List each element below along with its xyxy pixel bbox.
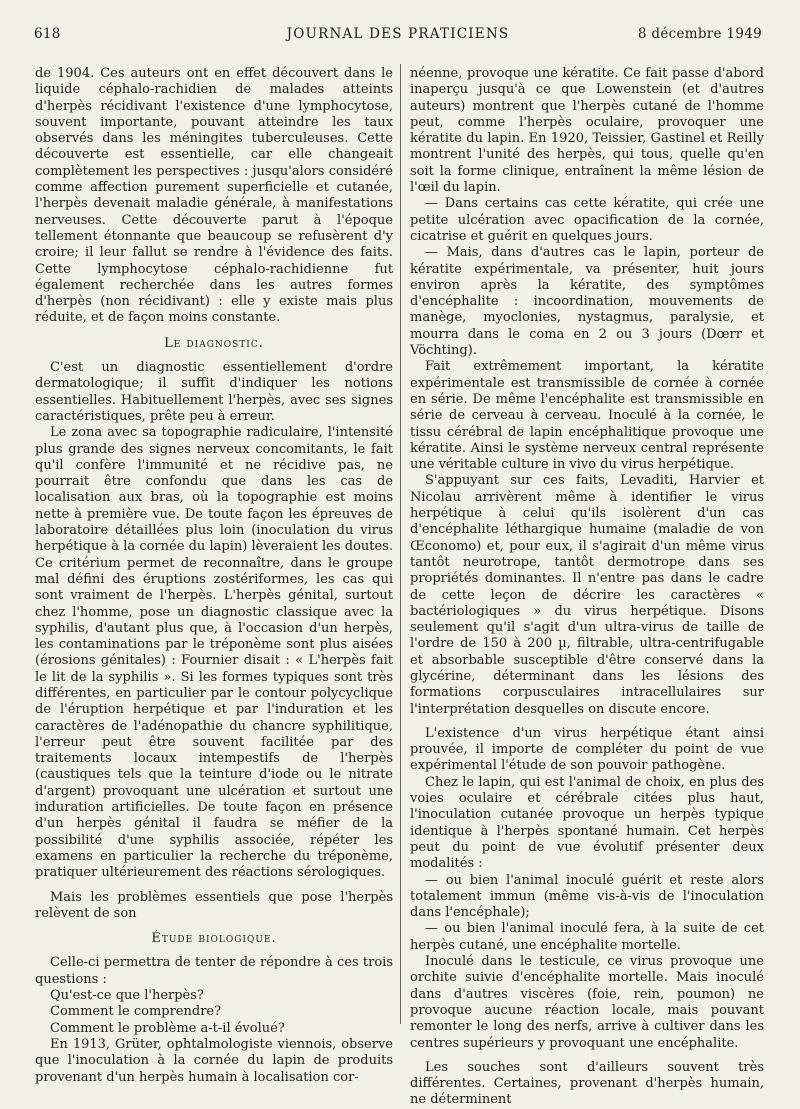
question-item: Comment le comprendre? (50, 1004, 222, 1020)
right-column (410, 66, 764, 1109)
paragraph: Celle-ci permettra de tenter de répondre à ces trois questions : (35, 955, 393, 987)
paragraph: Chez le lapin, qui est l'animal de choix, en plus des voies oculaire et cérébrale citées plus haut, l'inoculation cutanée provoque un herpès typique identique à l'herpès spontané humain. Cet herpès peut du point de vue évolutif présenter deux modalités : (410, 774, 764, 872)
paragraph: L'existence d'un virus herpétique étant ainsi prouvée, il importe de compléter du point de vue expérimental l'étude de son pouvoir pathogène. (410, 725, 764, 774)
paragraph: Inoculé dans le testicule, ce virus provoque une orchite suivie d'encéphalite mortelle. Mais inoculé dans d'autres viscères (foie, rein, poumon) ne provoque aucune réaction locale, mais pouvant remonter le long des nerfs, arrive à cultiver dans les centres supérieurs y provoquant une encéphalite. (410, 954, 764, 1051)
journal-title: JOURNAL DES PRATICIENS (286, 26, 510, 42)
list-item: — ou bien l'animal inoculé guérit et reste alors totalement immun (même vis-à-vis de l'inoculation dans l'encéphale); (410, 872, 764, 921)
section-heading-etude-biologique: Étude biologique. (151, 931, 277, 947)
paragraph: de 1904. Ces auteurs ont en effet découvert dans le liquide céphalo-rachidien de malades atteints d'herpès récidivant l'existence d'une lymphocytose, souvent importante, pouvant atteindre les taux observés dans les méningites tuberculeuses. Cette découverte est essentielle, car elle changeait complètement les perspectives : jusqu'alors considéré comme affection purement superficielle et cutanée, l'herpès devenait maladie générale, à manifestations nerveuses. Cette découverte parut à l'époque tellement étonnante que beaucoup se refusèrent d'y croire; il leur fallut se rendre à l'évidence des faits. Cette lymphocytose céphalo-rachidienne fut également recherchée dans les autres formes d'herpès (non récidivant) : elle y existe mais plus réduite, et de façon moins constante. (35, 66, 393, 326)
paragraph: Mais les problèmes essentiels que pose l'herpès relèvent de son (35, 889, 393, 921)
paragraph: S'appuyant sur ces faits, Levaditi, Harvier et Nicolau arrivèrent même à identifier le virus herpétique à celui qu'ils isolèrent d'un cas d'encéphalite léthargique humaine (maladie de von Œconomo) et, pour eux, il s'agirait d'un même virus tantôt neurotrope, tantôt dermotrope dans ses propriétés dominantes. Il n'entre pas dans le cadre de cette leçon de décrire les caractères « bactériologiques » du virus herpétique. Disons seulement qu'il s'agit d'un ultra-virus de taille de l'ordre de 150 à 200 µ, filtrable, ultra-centrifugable et absorbable susceptible d'être conservé dans la glycérine, déterminant dans les lésions des formations corpusculaires intracellulaires sur l'interprétation desquelles on discute encore. (410, 473, 764, 717)
paragraph: En 1913, Grüter, ophtalmologiste viennois, observe que l'inoculation à la cornée du lapin de produits provenant d'un herpès humain à localisation cor- (35, 1036, 393, 1085)
paragraph: néenne, provoque une kératite. Ce fait passe d'abord inaperçu jusqu'à ce que Lowenstein (et d'autres auteurs) montrent que l'herpès cutané de l'homme peut, comme l'herpès oculaire, provoquer une kératite du lapin. En 1920, Teissier, Gastinel et Reilly montrent l'unité des herpès, qui tous, quelle qu'en soit la forme clinique, entraînent la même lésion de l'œil du lapin. (410, 66, 764, 196)
issue-date: 8 décembre 1949 (637, 26, 762, 42)
running-header (34, 26, 762, 46)
left-column (35, 66, 393, 1086)
paragraph: — Dans certains cas cette kératite, qui crée une petite ulcération avec opacification de la cornée, cicatrise et guérit en quelques jours. (410, 196, 764, 244)
paragraph: Fait extrêmement important, la kératite expérimentale est transmissible de cornée à cornée en série. De même l'encéphalite est transmissible en série de cerveau à cerveau. Inoculé à la cornée, le tissu cérébral de lapin encéphalitique provoque une kératite. Ainsi le système nerveux central représente une véritable culture in vivo du virus herpétique. (410, 359, 764, 473)
column-divider (400, 64, 401, 1024)
paragraph: C'est un diagnostic essentiellement d'ordre dermatologique; il suffit d'indiquer les notions essentielles. Habituellement l'herpès, avec ses signes caractéristiques, prête peu à erreur. (35, 360, 393, 424)
page-number: 618 (34, 26, 61, 42)
question-item: Comment le problème a-t-il évolué? (50, 1020, 285, 1036)
question-item: Qu'est-ce que l'herpès? (50, 988, 204, 1004)
paragraph: Le zona avec sa topographie radiculaire, l'intensité plus grande des signes nerveux concomitants, le fait qu'il confère l'immunité et ne récidive pas, ne pourrait être confondu que dans les cas de localisation aux bras, où la topographie est moins nette à première vue. De toute façon les épreuves de laboratoire détaillées plus loin (inoculation du virus herpétique à la cornée du lapin) lèveraient les doutes. Ce critérium permet de reconnaître, dans le groupe mal défini des éruptions zostériformes, les cas qui sont vraiment de l'herpès. L'herpès génital, surtout chez l'homme, pose un diagnostic classique avec la syphilis, d'autant plus que, à l'occasion d'un herpès, les contaminations par le tréponème sont plus aisées (érosions génitales) : Fournier disait : « L'herpès fait le lit de la syphilis ». Si les formes typiques sont très différentes, en particulier par le contour polycyclique de l'éruption herpétique et par l'induration et les caractères de l'adénopathie du chancre syphilitique, l'erreur peut être souvent facilitée par des traitements locaux intempestifs de l'herpès (caustiques tels que la teinture d'iode ou le nitrate d'argent) provoquant une ulcération et surtout une induration artificielles. De toute façon en présence d'un herpès génital il faudra se méfier de la possibilité d'une syphilis associée, répéter les examens en particulier la recherche du tréponème, pratiquer ultérieurement des réactions sérologiques. (35, 425, 393, 881)
paragraph: Les souches sont d'ailleurs souvent très différentes. Certaines, provenant d'herpès humain, ne déterminent (410, 1059, 764, 1108)
paragraph: — Mais, dans d'autres cas le lapin, porteur de kératite expérimentale, va présenter, huit jours environ après la kératite, des symptômes d'encéphalite : incoordination, mouvements de manège, myoclonies, nystagmus, paralysie, et mourra dans le coma en 2 ou 3 jours (Dœrr et Vöchting). (410, 245, 764, 359)
list-item: — ou bien l'animal inoculé fera, à la suite de cet herpès cutané, une encéphalite mortelle. (410, 921, 764, 953)
section-heading-diagnostic: Le diagnostic. (164, 335, 264, 351)
